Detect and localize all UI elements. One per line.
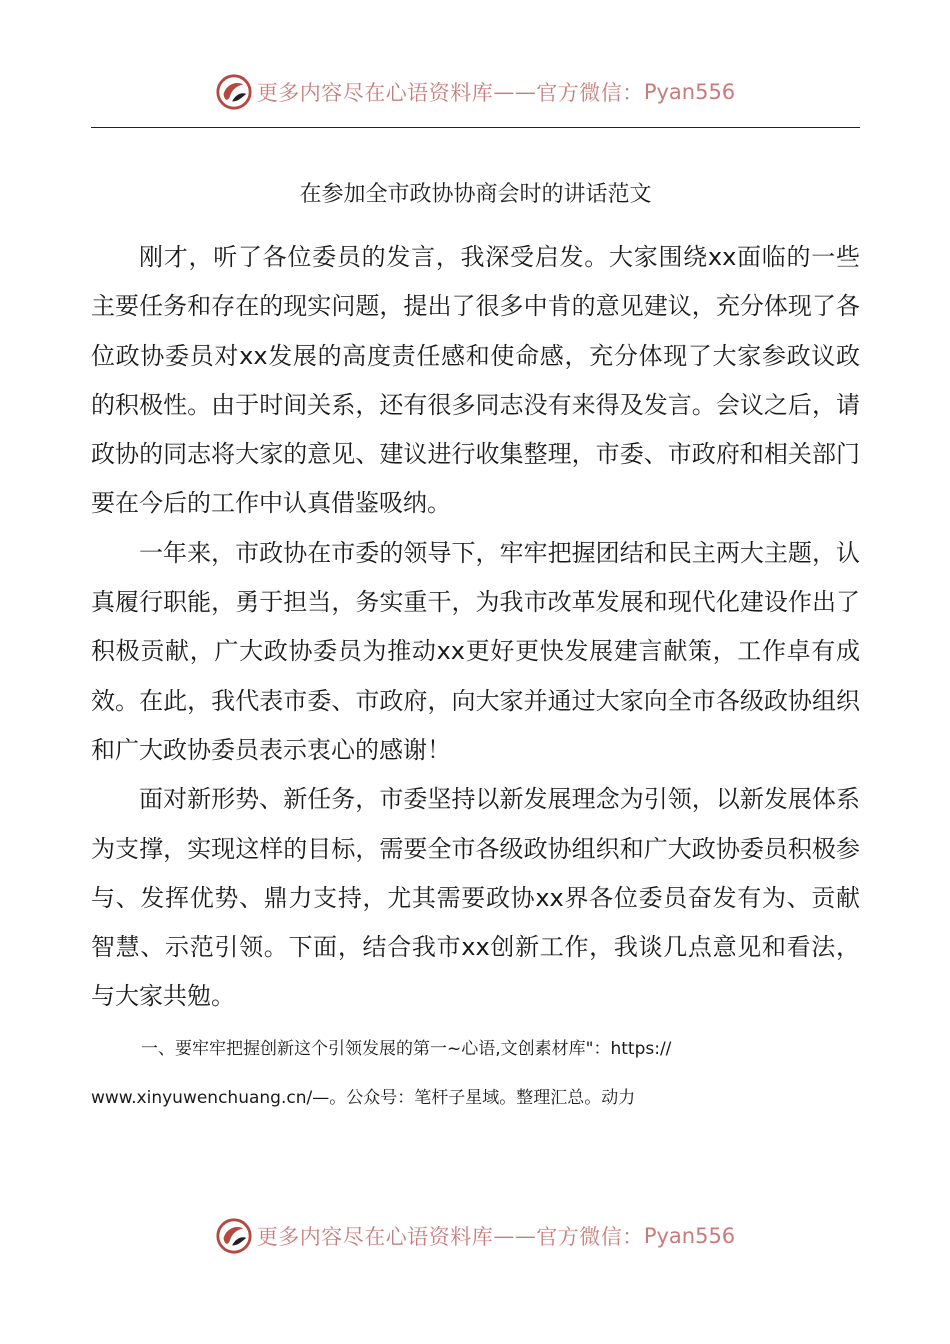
banner-wechat-label: 官方微信： [536,81,644,105]
header-divider [91,127,860,128]
banner-wechat-id: Pyan556 [643,80,736,104]
banner-separator: —— [493,1224,537,1248]
paragraph-1: 刚才，听了各位委员的发言，我深受启发。大家围绕xx面临的一些主要任务和存在的现实问题，提出了很多中肯的意见建议，充分体现了各位政协委员对xx发展的高度责任感和使命感，充分体现了大家参政议政的积极性。由于时间关系，还有很多同志没有来得及发言。会议之后，请政协的同志将大家的意见、建议进行收集整理，市委、市政府和相关部门要在今后的工作中认真借鉴吸纳。 [91,243,860,518]
logo-icon [215,1217,253,1255]
banner-separator: —— [493,80,537,104]
paragraph-2: 一年来，市政协在市委的领导下，牢牢把握团结和民主两大主题，认真履行职能，勇于担当，务实重干，为我市改革发展和现代化建设作出了积极贡献，广大政协委员为推动xx更好更快发展建言献策，工作卓有成效。在此，我代表市委、市政府，向大家并通过大家向全市各级政协组织和广大政协委员表示衷心的感谢！ [91,538,860,764]
section-heading-line-1: 一、要牢牢把握创新这个引领发展的第一~心语,文创素材库"：https:// [141,1039,672,1059]
banner-slogan: 更多内容尽在心语资料库 [256,1225,494,1249]
footer-banner [0,1214,950,1258]
banner-wechat-id: Pyan556 [643,1224,736,1248]
document-body [91,233,860,1022]
banner-slogan: 更多内容尽在心语资料库 [256,81,494,105]
banner-wechat-label: 官方微信： [536,1225,644,1249]
document-title: 在参加全市政协协商会时的讲话范文 [299,182,652,207]
paragraph-3: 面对新形势、新任务，市委坚持以新发展理念为引领，以新发展体系为支撑，实现这样的目标，需要全市各级政协组织和广大政协委员积极参与、发挥优势、鼎力支持，尤其需要政协xx界各位委员奋发有为、贡献智慧、示范引领。下面，结合我市xx创新工作，我谈几点意见和看法，与大家共勉。 [91,785,860,1011]
section-heading-line-2: www.xinyuwenchuang.cn/—。公众号：笔杆子星域。整理汇总。动力 [91,1088,636,1108]
logo-icon [215,73,253,111]
header-banner [0,70,950,114]
